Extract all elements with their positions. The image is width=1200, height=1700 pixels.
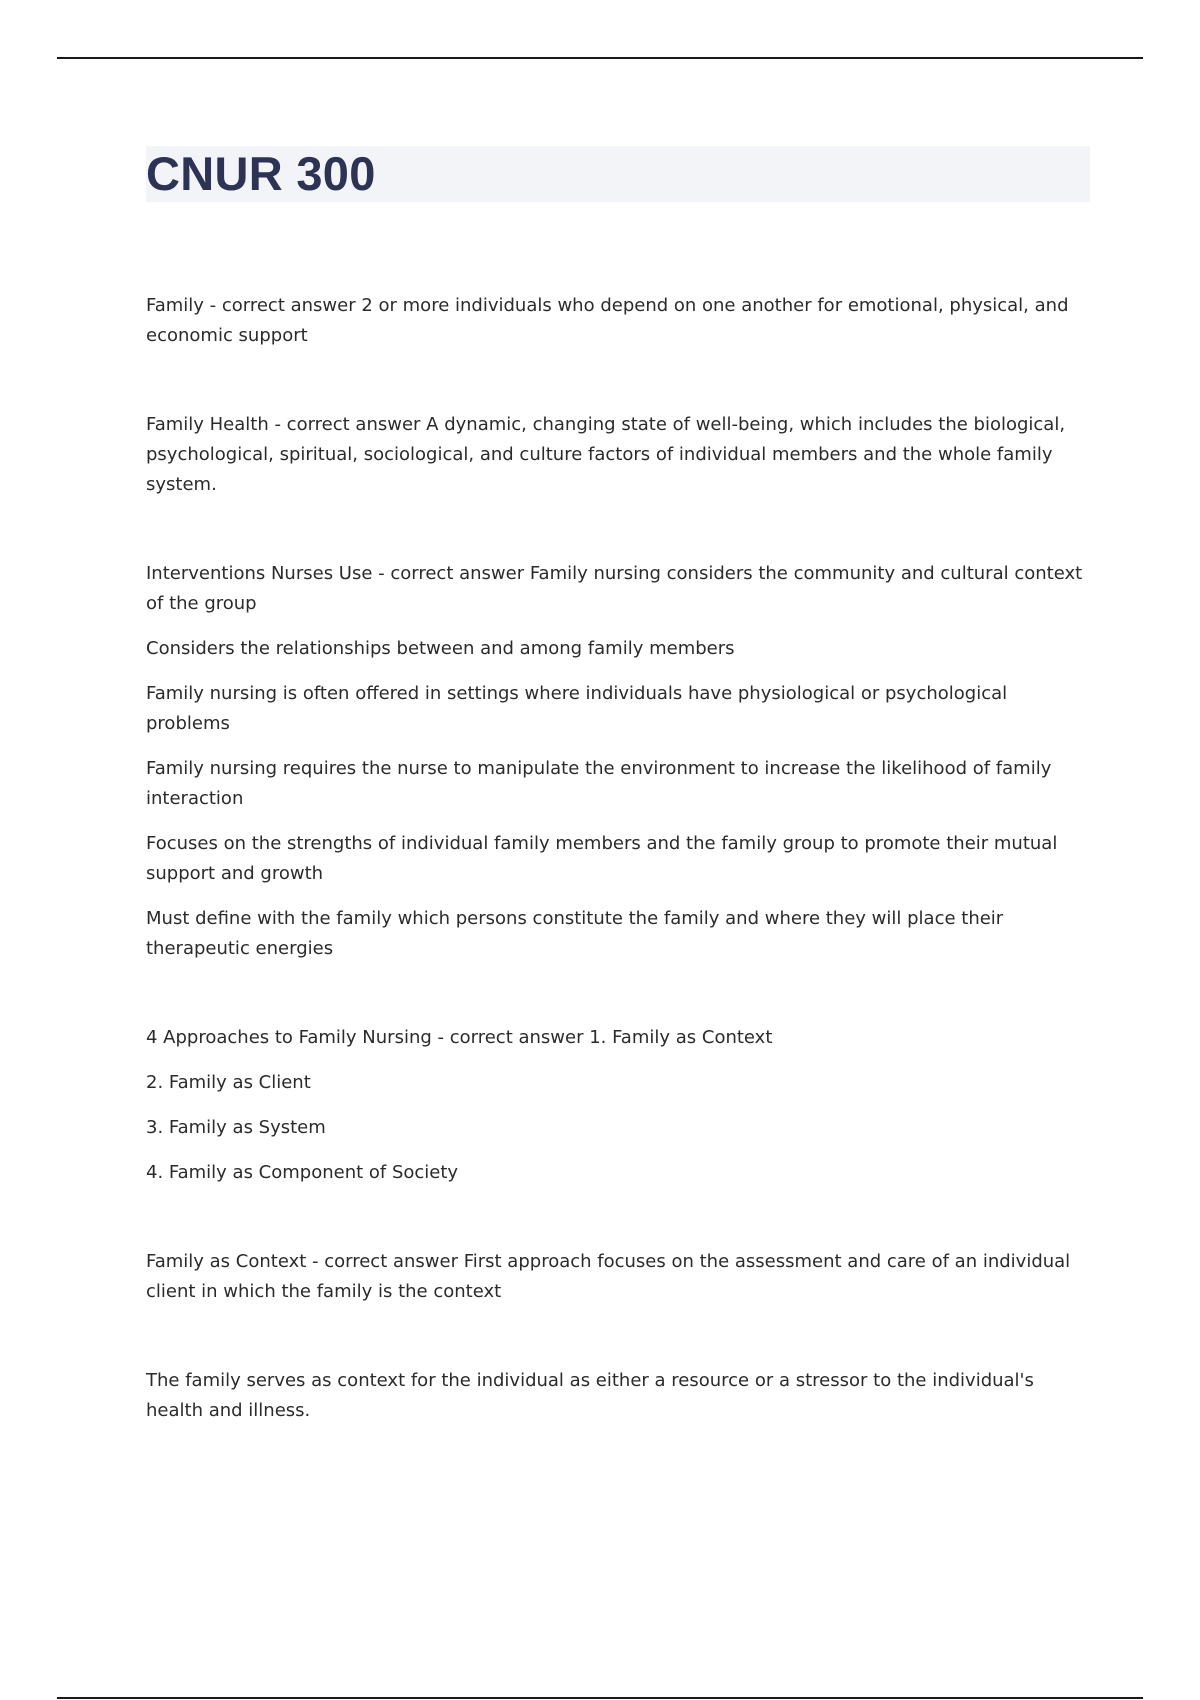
entry-family-context-detail xyxy=(146,1366,1096,1426)
document-title: CNUR 300 xyxy=(146,147,376,200)
entry-line: 4 Approaches to Family Nursing - correct answer 1. Family as Context xyxy=(146,1027,773,1048)
entry-line: Must define with the family which persons constitute the family and where they will place their therapeutic energies xyxy=(146,908,1004,959)
entry-family xyxy=(146,291,1096,351)
document-body xyxy=(146,291,1096,1426)
entry-family-health xyxy=(146,410,1096,500)
entry-line: Family nursing requires the nurse to manipulate the environment to increase the likelihood of family interaction xyxy=(146,758,1052,809)
entry-line: 2. Family as Client xyxy=(146,1072,311,1093)
entry-family-as-context xyxy=(146,1247,1096,1307)
entry-line: Focuses on the strengths of individual family members and the family group to promote their mutual support and growth xyxy=(146,833,1058,884)
entry-interventions xyxy=(146,559,1096,964)
entry-line: Family Health - correct answer A dynamic, changing state of well-being, which includes the biological, psychological, spiritual, sociological, and culture factors of individual members and the whole family system. xyxy=(146,414,1066,495)
entry-line: Family as Context - correct answer First approach focuses on the assessment and care of an individual client in which the family is the context xyxy=(146,1251,1071,1302)
entry-line: 3. Family as System xyxy=(146,1117,326,1138)
entry-line: The family serves as context for the individual as either a resource or a stressor to the individual's health and illness. xyxy=(146,1370,1034,1421)
bottom-rule xyxy=(57,1697,1143,1699)
entry-line: Considers the relationships between and among family members xyxy=(146,638,735,659)
top-rule xyxy=(57,57,1143,59)
entry-line: Family nursing is often offered in settings where individuals have physiological or psychological problems xyxy=(146,683,1008,734)
entry-line: Interventions Nurses Use - correct answer Family nursing considers the community and cultural context of the group xyxy=(146,563,1083,614)
entry-line: 4. Family as Component of Society xyxy=(146,1162,459,1183)
entry-line: Family - correct answer 2 or more individuals who depend on one another for emotional, physical, and economic support xyxy=(146,295,1069,346)
entry-approaches xyxy=(146,1023,1096,1188)
